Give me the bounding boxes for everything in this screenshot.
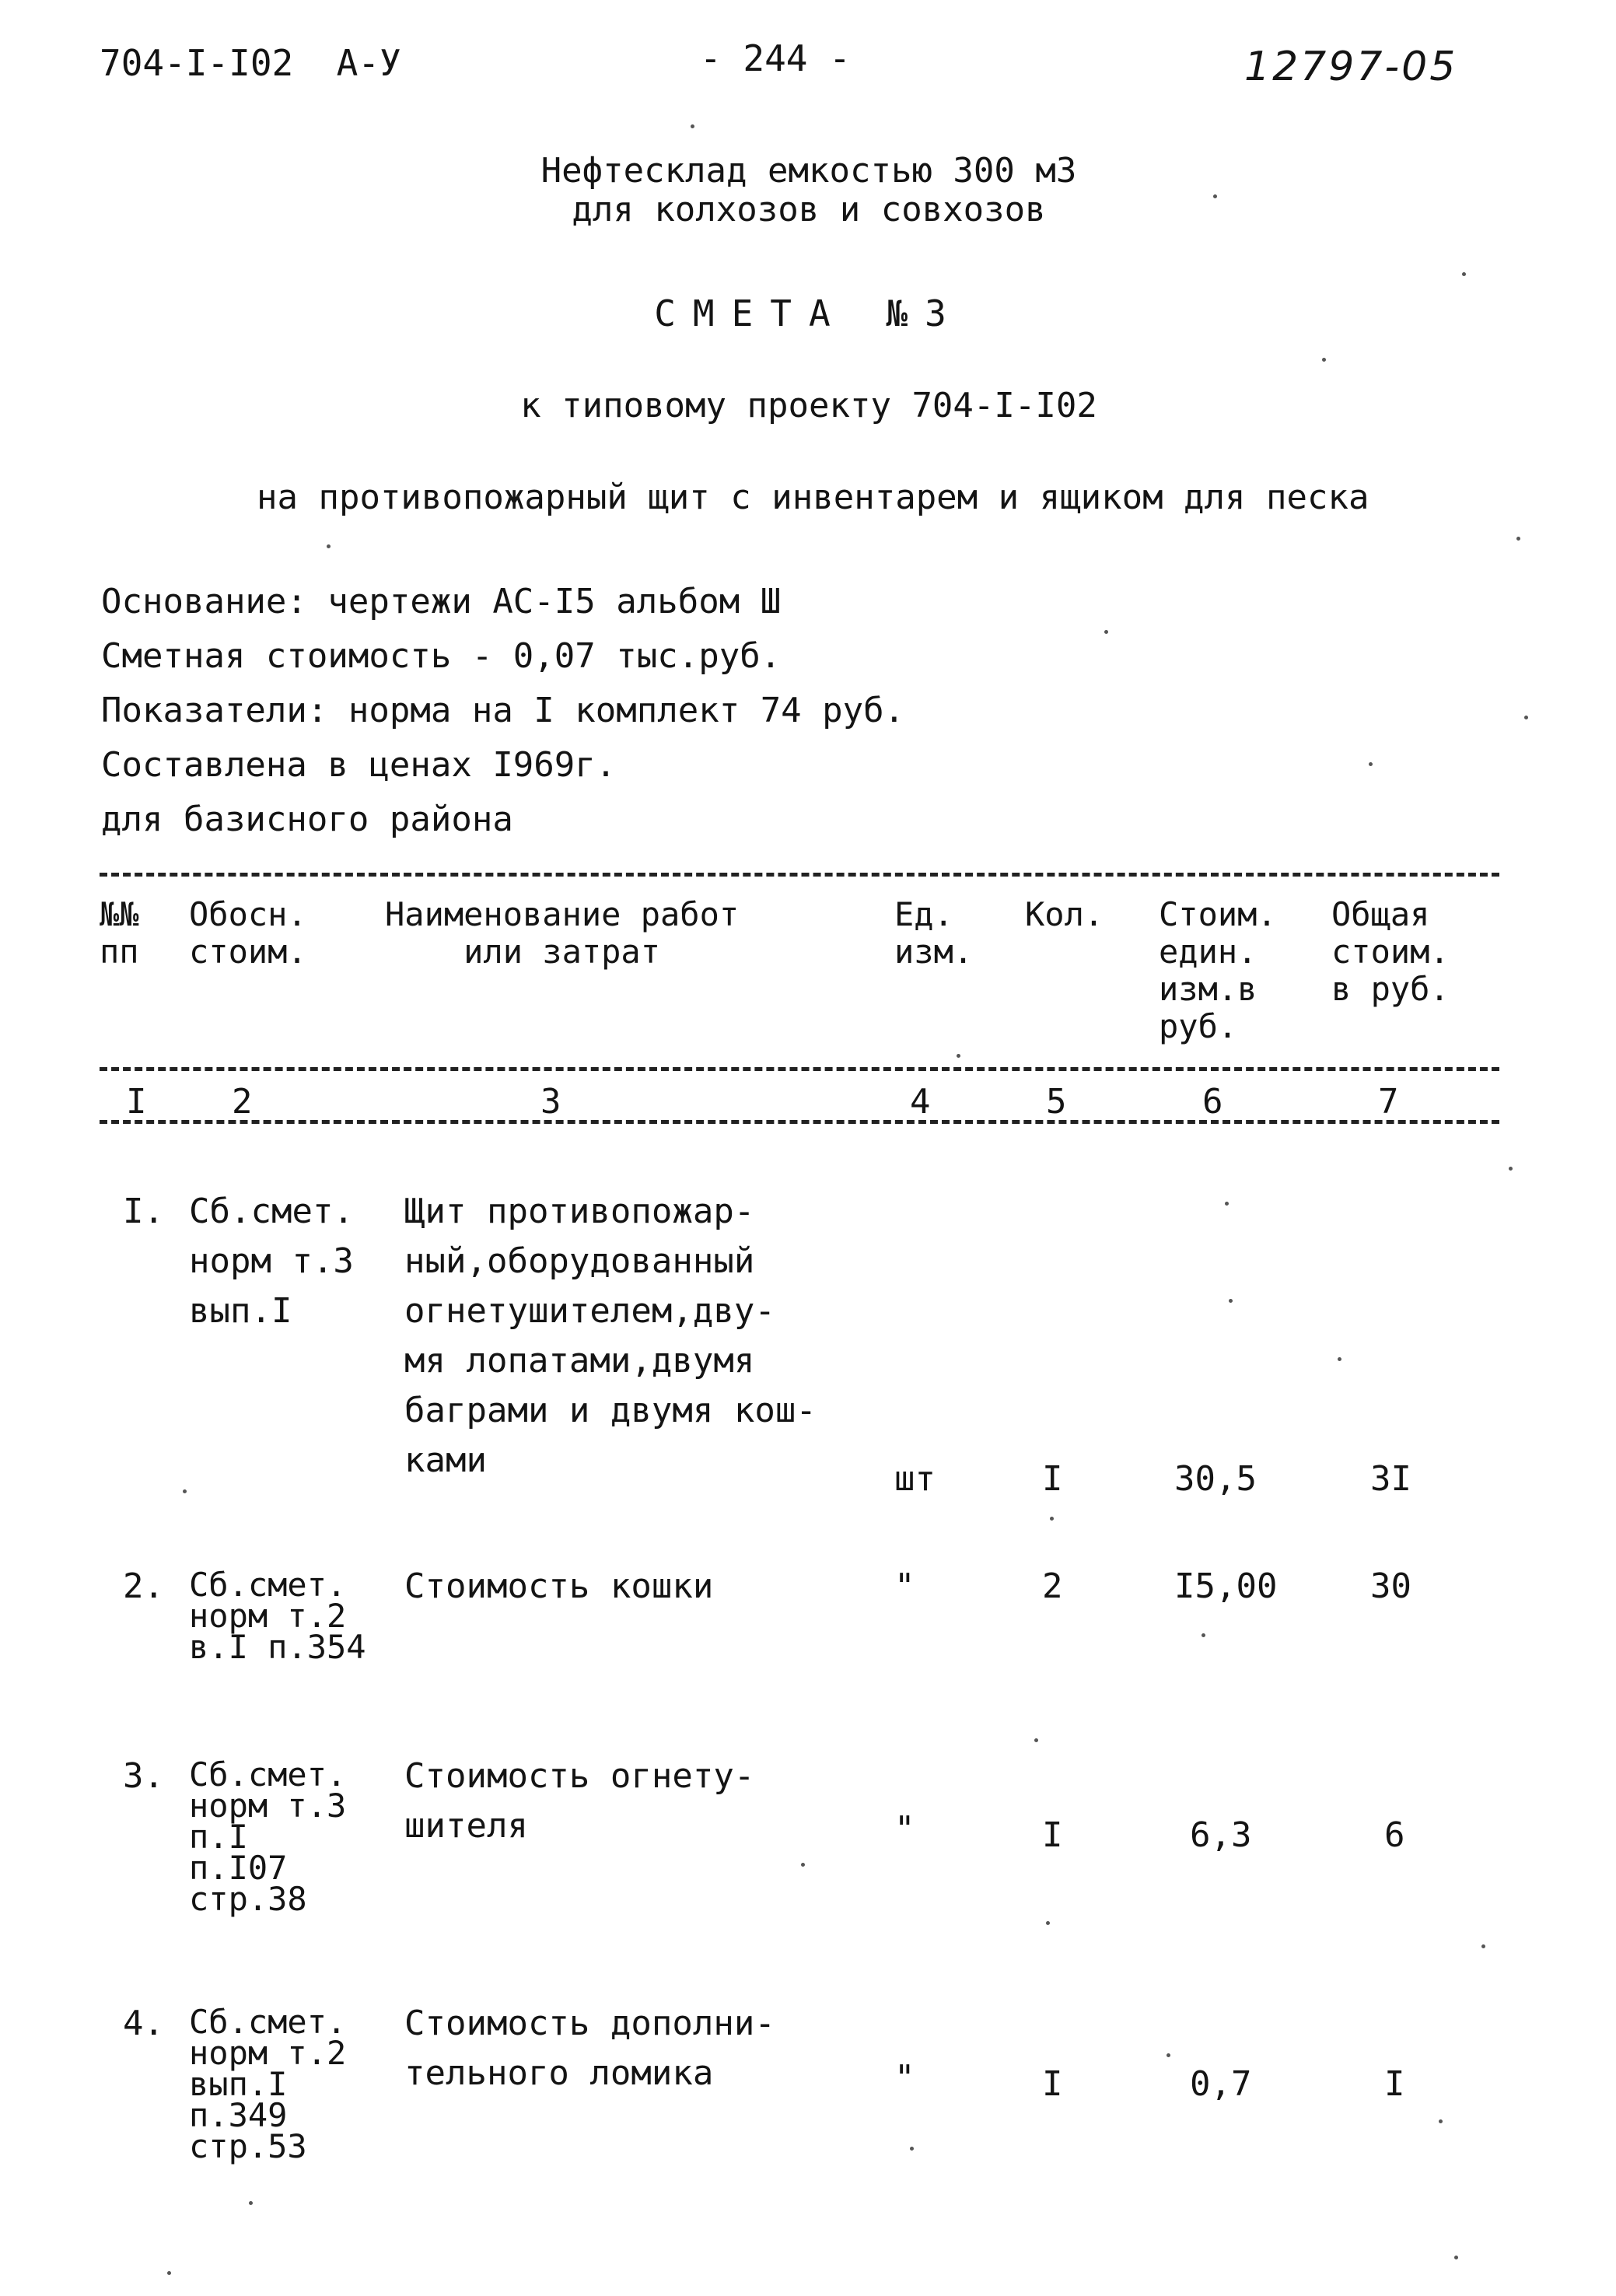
row-basis: Сб.смет. норм т.3 вып.I: [189, 1192, 354, 1331]
info-region: для базисного района: [101, 800, 513, 839]
row-basis: Сб.смет. норм т.2 вып.I п.349 стр.53: [189, 2003, 347, 2165]
document-code: 704-I-I02 А-У: [100, 42, 401, 84]
handwritten-archive-number: 12797-05: [1244, 44, 1458, 90]
row-name: Стоимость огнету- шителя: [404, 1756, 755, 1846]
column-number-3: 3: [540, 1082, 561, 1122]
estimate-title: СМЕТА №3: [654, 292, 964, 334]
row-number: 4.: [123, 2004, 164, 2043]
row-quantity: I: [1042, 1815, 1063, 1855]
row-unit: шт: [894, 1459, 936, 1499]
info-price-level: Составлена в ценах I969г.: [101, 745, 617, 785]
header-total: Общая стоим. в руб.: [1331, 895, 1450, 1008]
row-unit: ": [894, 1809, 915, 1849]
row-unit-price: 0,7: [1190, 2064, 1252, 2104]
row-name: Стоимость кошки: [404, 1566, 714, 1606]
project-reference: к типовому проекту 704-I-I02: [520, 386, 1097, 425]
row-name: Щит противопожар- ный,оборудованный огнетушителем,дву- мя лопатами,двумя баграми и двумя кош- ками: [404, 1192, 817, 1480]
row-number: 2.: [123, 1566, 164, 1606]
column-number-7: 7: [1378, 1082, 1399, 1122]
row-name: Стоимость дополни- тельного ломика: [404, 2004, 775, 2093]
heading-line-1: Нефтесклад емкостью 300 м3: [540, 151, 1077, 191]
row-number: I.: [123, 1192, 164, 1231]
heading-line-2: для колхозов и совхозов: [572, 190, 1046, 229]
header-quantity: Кол.: [1025, 895, 1104, 933]
row-unit-price: 30,5: [1174, 1459, 1257, 1499]
column-number-2: 2: [232, 1082, 253, 1122]
header-name: Наименование работ или затрат: [385, 895, 740, 971]
header-basis: Обосн. стоим.: [189, 895, 307, 971]
header-bottom-rule: [100, 1067, 1499, 1071]
page-number: - 244 -: [700, 37, 851, 79]
column-number-6: 6: [1202, 1082, 1223, 1122]
row-unit-price: 6,3: [1190, 1815, 1252, 1855]
row-number: 3.: [123, 1756, 164, 1796]
info-cost: Сметная стоимость - 0,07 тыс.руб.: [101, 636, 782, 676]
row-quantity: I: [1042, 2064, 1063, 2104]
row-total: 6: [1384, 1815, 1405, 1855]
header-unit-price: Стоим. един. изм.в руб.: [1159, 895, 1277, 1045]
row-basis: Сб.смет. норм т.2 в.I п.354: [189, 1566, 366, 1666]
info-indicators: Показатели: норма на I комплект 74 руб.: [101, 691, 905, 730]
column-number-5: 5: [1046, 1082, 1067, 1122]
row-quantity: I: [1042, 1459, 1063, 1499]
header-row-number: №№ пп: [100, 895, 139, 971]
row-unit-price: I5,00: [1174, 1566, 1278, 1606]
row-total: 3I: [1370, 1459, 1411, 1499]
estimate-subject: на противопожарный щит с инвентарем и ящиком для песка: [257, 478, 1369, 517]
row-quantity: 2: [1042, 1566, 1063, 1606]
info-basis: Основание: чертежи АС-I5 альбом Ш: [101, 582, 782, 621]
row-total: 30: [1370, 1566, 1411, 1606]
column-number-1: I: [126, 1082, 147, 1122]
row-unit: ": [894, 2058, 915, 2098]
row-basis: Сб.смет. норм т.3 п.I п.I07 стр.38: [189, 1755, 347, 1918]
header-unit: Ед. изм.: [894, 895, 974, 971]
column-numbers-rule: [100, 1120, 1499, 1124]
column-number-4: 4: [910, 1082, 931, 1122]
table-top-rule: [100, 873, 1499, 877]
row-unit: ": [894, 1566, 915, 1606]
row-total: I: [1384, 2064, 1405, 2104]
